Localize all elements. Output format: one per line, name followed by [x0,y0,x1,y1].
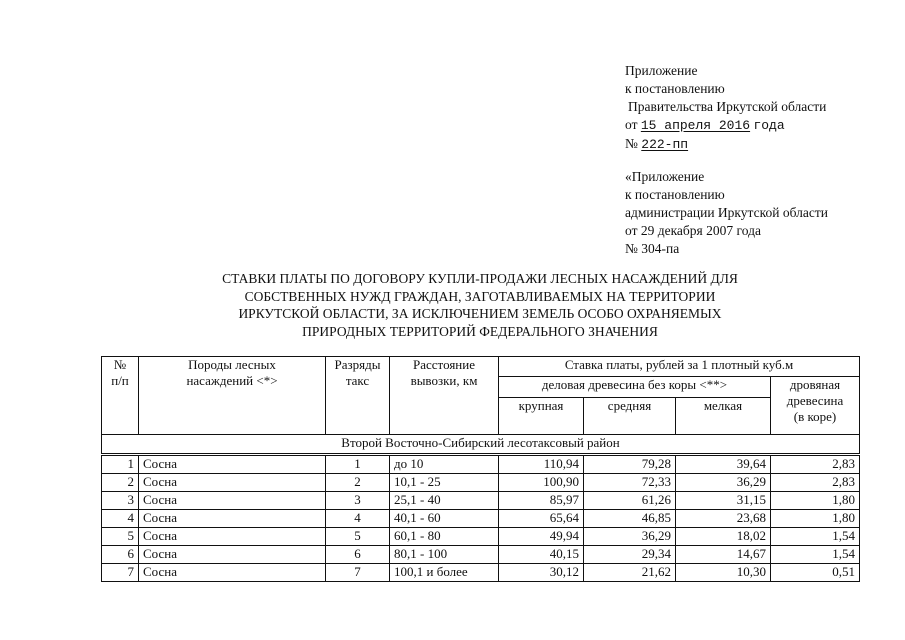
cell-number: 5 [102,528,139,546]
header-rate: Ставка платы, рублей за 1 плотный куб.м [499,357,860,377]
cell-small: 10,30 [676,564,771,582]
date-prefix: от [625,117,638,132]
cell-large: 49,94 [499,528,584,546]
cell-small: 39,64 [676,455,771,474]
rates-table [101,356,860,582]
appendix-2007-line2: к постановлению [625,187,725,202]
title-line1: СТАВКИ ПЛАТЫ ПО ДОГОВОРУ КУПЛИ-ПРОДАЖИ ЛЕСНЫХ НАСАЖДЕНИЙ ДЛЯ [222,271,738,286]
cell-distance: 80,1 - 100 [390,546,499,564]
header-business-wood: деловая древесина без коры <**> [499,377,771,398]
header-small: мелкая [676,398,771,435]
cell-species: Сосна [139,492,326,510]
cell-firewood: 2,83 [771,455,860,474]
header-distance: Расстояние вывозки, км [390,357,499,435]
cell-number: 1 [102,455,139,474]
rates-rows [102,455,860,582]
cell-medium: 36,29 [584,528,676,546]
table-row [102,474,860,492]
cell-species: Сосна [139,474,326,492]
cell-large: 100,90 [499,474,584,492]
header-number: № п/п [102,357,139,435]
cell-firewood: 1,54 [771,528,860,546]
cell-small: 31,15 [676,492,771,510]
cell-distance: 40,1 - 60 [390,510,499,528]
header-large: крупная [499,398,584,435]
cell-small: 23,68 [676,510,771,528]
table-row [102,455,860,474]
region-row: Второй Восточно-Сибирский лесотаксовый район [102,435,860,455]
cell-medium: 29,34 [584,546,676,564]
cell-category: 4 [326,510,390,528]
cell-large: 40,15 [499,546,584,564]
appendix-2007-line1: «Приложение [625,169,705,184]
cell-small: 14,67 [676,546,771,564]
cell-large: 110,94 [499,455,584,474]
appendix-2016-line1: Приложение [625,63,698,78]
header-species: Породы лесных насаждений <*> [139,357,326,435]
cell-large: 30,12 [499,564,584,582]
cell-number: 7 [102,564,139,582]
cell-distance: 10,1 - 25 [390,474,499,492]
cell-category: 2 [326,474,390,492]
appendix-2007-block [625,168,828,258]
cell-number: 2 [102,474,139,492]
title-line2: СОБСТВЕННЫХ НУЖД ГРАЖДАН, ЗАГОТАВЛИВАЕМЫХ НА ТЕРРИТОРИИ [244,288,716,304]
appendix-2016-number [625,135,826,154]
cell-medium: 46,85 [584,510,676,528]
appendix-2007-line5: № 304-па [625,241,680,256]
title-line3: ИРКУТСКОЙ ОБЛАСТИ, ЗА ИСКЛЮЧЕНИЕМ ЗЕМЕЛЬ ОСОБО ОХРАНЯЕМЫХ [238,306,722,321]
cell-category: 6 [326,546,390,564]
cell-medium: 72,33 [584,474,676,492]
number-value: 222-пп [641,137,689,152]
cell-species: Сосна [139,564,326,582]
appendix-2007-line4: от 29 декабря 2007 года [625,223,761,238]
cell-distance: 60,1 - 80 [390,528,499,546]
table-row [102,492,860,510]
cell-species: Сосна [139,546,326,564]
appendix-2007-line3: администрации Иркутской области [625,205,828,220]
appendix-2016-block [625,62,826,154]
header-firewood: дровяная древесина (в коре) [771,377,860,435]
table-row [102,510,860,528]
cell-category: 1 [326,455,390,474]
number-prefix: № [625,136,638,151]
cell-species: Сосна [139,510,326,528]
cell-category: 3 [326,492,390,510]
cell-distance: 25,1 - 40 [390,492,499,510]
cell-number: 3 [102,492,139,510]
cell-large: 85,97 [499,492,584,510]
cell-species: Сосна [139,528,326,546]
table-row [102,528,860,546]
cell-firewood: 1,54 [771,546,860,564]
cell-distance: 100,1 и более [390,564,499,582]
header-medium: средняя [584,398,676,435]
date-suffix: года [753,118,785,133]
cell-number: 6 [102,546,139,564]
cell-medium: 21,62 [584,564,676,582]
cell-species: Сосна [139,455,326,474]
cell-number: 4 [102,510,139,528]
cell-medium: 79,28 [584,455,676,474]
cell-medium: 61,26 [584,492,676,510]
date-value: 15 апреля 2016 [640,118,751,133]
appendix-2016-line3: Правительства Иркутской области [628,99,827,114]
appendix-2016-date [625,116,826,135]
document-title [150,270,810,340]
cell-firewood: 1,80 [771,510,860,528]
cell-small: 18,02 [676,528,771,546]
cell-category: 7 [326,564,390,582]
cell-firewood: 2,83 [771,474,860,492]
cell-firewood: 0,51 [771,564,860,582]
cell-large: 65,64 [499,510,584,528]
table-row [102,546,860,564]
title-line4: ПРИРОДНЫХ ТЕРРИТОРИЙ ФЕДЕРАЛЬНОГО ЗНАЧЕНИЯ [302,323,658,339]
appendix-2016-line2: к постановлению [625,81,725,96]
cell-firewood: 1,80 [771,492,860,510]
header-category: Разряды такс [326,357,390,435]
cell-distance: до 10 [390,455,499,474]
cell-small: 36,29 [676,474,771,492]
table-row [102,564,860,582]
cell-category: 5 [326,528,390,546]
